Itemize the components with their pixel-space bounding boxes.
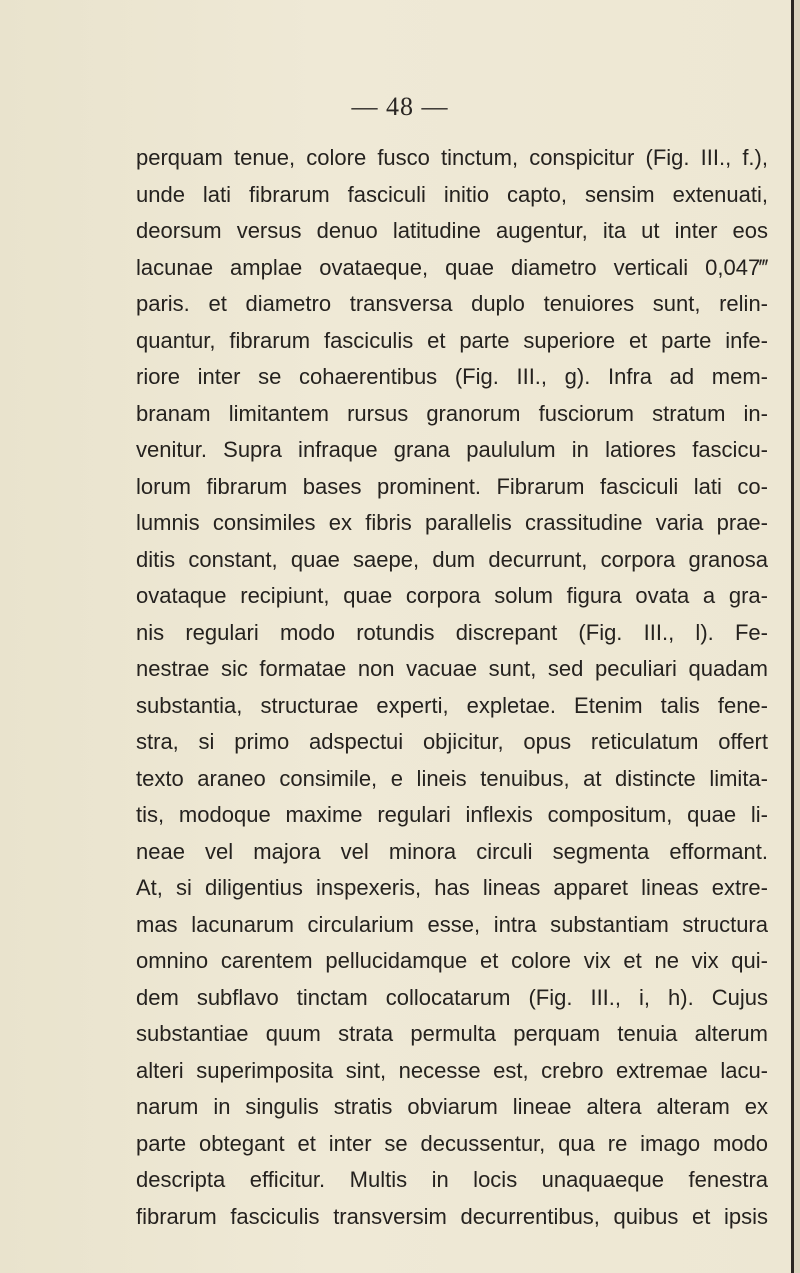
text-line: texto araneo consimile, e lineis tenuibus, at distincte limita- <box>136 765 768 791</box>
text-line: paris. et diametro transversa duplo tenuiores sunt, relin- <box>136 291 768 316</box>
text-line: stra, si primo adspectui objicitur, opus reticulatum offert <box>136 729 768 754</box>
body-text <box>136 140 768 1235</box>
page-edge <box>791 0 794 1273</box>
text-line: venitur. Supra infraque grana paululum in latiores fascicu- <box>136 437 768 462</box>
text-line: dem subflavo tinctam collocatarum (Fig. III., i, h). Cujus <box>136 984 768 1010</box>
text-line: nis regulari modo rotundis discrepant (Fig. III., l). Fe- <box>136 619 768 645</box>
text-line: substantiae quum strata permulta perquam tenuia alterum <box>136 1021 768 1046</box>
text-line: lacunae amplae ovataeque, quae diametro verticali 0,047‴ <box>136 254 768 280</box>
text-line: riore inter se cohaerentibus (Fig. III., g). Infra ad mem- <box>136 364 768 389</box>
text-line: tis, modoque maxime regulari inflexis compositum, quae li- <box>136 802 768 827</box>
text-line: neae vel majora vel minora circuli segmenta efformant. <box>136 838 768 864</box>
text-line: descripta efficitur. Multis in locis unaquaeque fenestra <box>136 1167 768 1192</box>
text-line: lorum fibrarum bases prominent. Fibrarum fasciculi lati co- <box>136 473 768 499</box>
text-line: substantia, structurae experti, expletae. Etenim talis fene- <box>136 692 768 718</box>
text-line: quantur, fibrarum fasciculis et parte superiore et parte infe- <box>136 327 768 353</box>
text-line: ovataque recipiunt, quae corpora solum figura ovata a gra- <box>136 583 768 608</box>
text-line: deorsum versus denuo latitudine augentur, ita ut inter eos <box>136 218 768 243</box>
text-line: parte obtegant et inter se decussentur, qua re imago modo <box>136 1130 768 1156</box>
text-line: omnino carentem pellucidamque et colore vix et ne vix qui- <box>136 948 768 973</box>
text-line: perquam tenue, colore fusco tinctum, conspicitur (Fig. III., f.), <box>136 145 768 170</box>
text-line: At, si diligentius inspexeris, has lineas apparet lineas extre- <box>136 875 768 900</box>
text-line: branam limitantem rursus granorum fusciorum stratum in- <box>136 400 768 426</box>
page-edge-shadow <box>794 0 800 1273</box>
text-line: lumnis consimiles ex fibris parallelis crassitudine varia prae- <box>136 510 768 535</box>
text-line: ditis constant, quae saepe, dum decurrunt, corpora granosa <box>136 546 768 572</box>
text-line: narum in singulis stratis obviarum lineae altera alteram ex <box>136 1094 768 1119</box>
text-line: unde lati fibrarum fasciculi initio capto, sensim extenuati, <box>136 181 768 207</box>
text-line: nestrae sic formatae non vacuae sunt, sed peculiari quadam <box>136 656 768 681</box>
page-number: — 48 — <box>351 92 449 121</box>
text-line: mas lacunarum circularium esse, intra substantiam structura <box>136 911 768 937</box>
text-line: fibrarum fasciculis transversim decurrentibus, quibus et ipsis <box>136 1203 768 1229</box>
text-line: alteri superimposita sint, necesse est, crebro extremae lacu- <box>136 1057 768 1083</box>
